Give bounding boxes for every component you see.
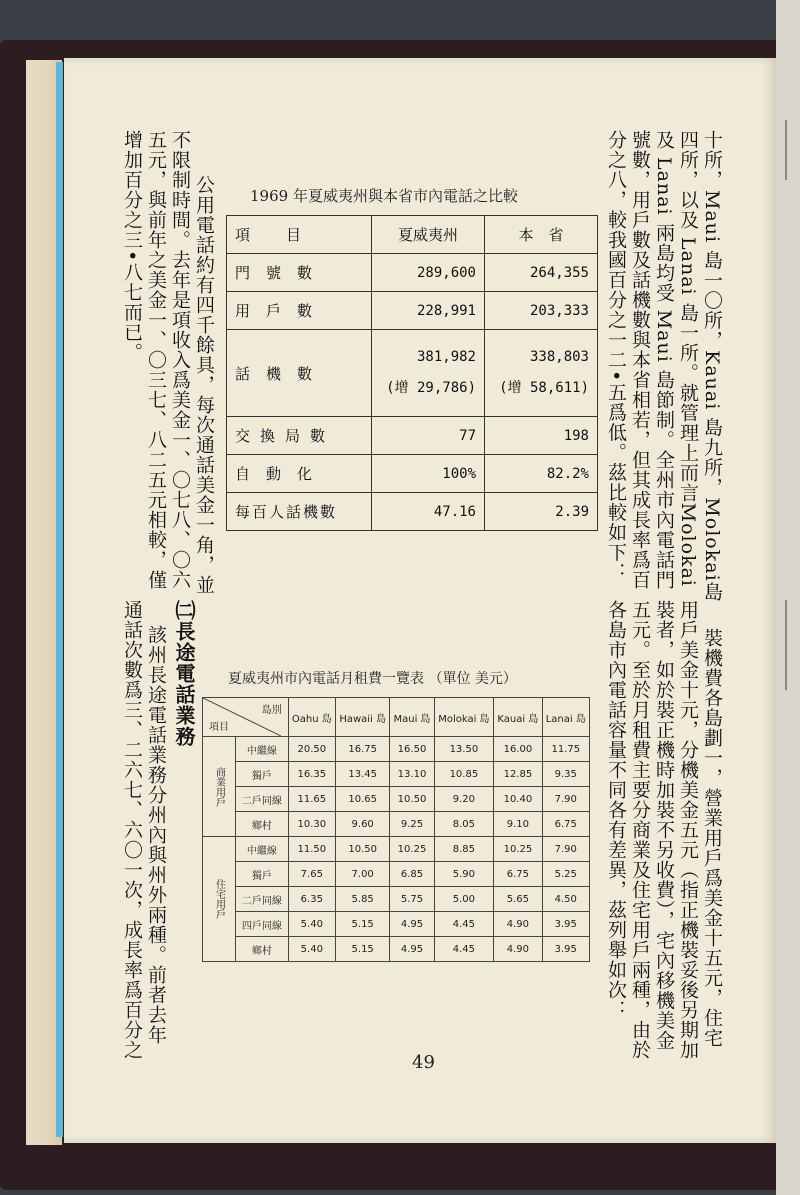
facing-page-mark (785, 120, 787, 180)
row-label: 門號數 (227, 254, 372, 292)
row-label: 自動化 (227, 455, 372, 493)
cell-value: 20.50 (288, 737, 335, 762)
cell-value: 5.00 (434, 887, 494, 912)
table-row (203, 812, 590, 837)
cell-value: 6.85 (390, 862, 434, 887)
row-label: 二戶同線 (236, 887, 289, 912)
cell-value: 5.15 (335, 912, 390, 937)
cell-value: 8.85 (434, 837, 494, 862)
cell-value: 4.45 (434, 912, 494, 937)
cell-value: 4.95 (390, 912, 434, 937)
body-text-column: 增加百分之三•八七而已。 (121, 130, 143, 363)
cell-value: 3.95 (542, 912, 589, 937)
column-header: Maui 島 (390, 698, 434, 737)
row-label: 交換局數 (227, 417, 372, 455)
rate-table-body (203, 737, 590, 962)
table-row (203, 787, 590, 812)
table-row (203, 937, 590, 962)
table-row (227, 493, 598, 531)
cell-value: 11.75 (542, 737, 589, 762)
body-text-column: 不限制時間。去年是項收入爲美金一、〇七八、〇六 (169, 130, 191, 590)
cell-value: 12.85 (494, 762, 542, 787)
table-header-row (227, 216, 598, 254)
row-label: 中繼線 (236, 837, 289, 862)
cell-value: 264,355 (485, 254, 598, 292)
table-row (203, 862, 590, 887)
row-label: 四戶同線 (236, 912, 289, 937)
cell-value: 11.50 (288, 837, 335, 862)
cell-value: 198 (485, 417, 598, 455)
group-label: 住宅用戶 (203, 837, 236, 962)
cell-value: 9.10 (494, 812, 542, 837)
cell-value: 4.90 (494, 912, 542, 937)
body-text-column: 號數，用戶數及話機數與本省相若，但其成長率爲百 (629, 130, 651, 590)
body-text-column: 十所，Maui 島一〇所，Kauai 島九所，Molokai島 (701, 130, 723, 602)
cell-value: 5.75 (390, 887, 434, 912)
cell-value: 10.40 (494, 787, 542, 812)
section-heading: ㈡長途電話業務 (172, 600, 196, 747)
row-label: 中繼線 (236, 737, 289, 762)
cell-value: 4.90 (494, 937, 542, 962)
cell-value (372, 330, 485, 417)
cell-value-main: 381,982 (416, 349, 476, 365)
column-header: Lanai 島 (542, 698, 589, 737)
table-row (227, 254, 598, 292)
body-text-column: 裝機費各島劃一，營業用戶爲美金十五元，住宅 (701, 628, 723, 1048)
facing-page-strip (776, 0, 800, 1195)
table-row (203, 887, 590, 912)
cell-value: 203,333 (485, 292, 598, 330)
cell-value: 16.00 (494, 737, 542, 762)
body-text-column: 用戶美金十元，分機美金五元（指正機裝妥後另期加 (677, 600, 699, 1060)
cell-value: 16.35 (288, 762, 335, 787)
body-text-column: 五元，與前年之美金一、〇三七、八二五元相較，僅 (145, 130, 167, 590)
cell-value: 5.15 (335, 937, 390, 962)
page-number: 49 (412, 1052, 435, 1073)
table-row (227, 455, 598, 493)
cell-value: 8.05 (434, 812, 494, 837)
column-header: Hawaii 島 (335, 698, 390, 737)
body-text-column: 四所，以及 Lanai 島一所。就管理上而言Molokai (677, 130, 699, 587)
table-caption: 夏威夷州市內電話月租費一覽表 （單位 美元） (228, 671, 517, 687)
cell-value: 3.95 (542, 937, 589, 962)
cell-value: 228,991 (372, 292, 485, 330)
cell-value: 77 (372, 417, 485, 455)
row-label: 獨戶 (236, 862, 289, 887)
row-label: 話機數 (227, 330, 372, 417)
cell-value: 5.65 (494, 887, 542, 912)
cell-value: 5.40 (288, 912, 335, 937)
cell-value: 9.20 (434, 787, 494, 812)
cell-value-increase: (增 58,611) (499, 380, 589, 396)
corner-top-label: 島別 (261, 705, 282, 716)
header-cell: 本 省 (485, 216, 598, 254)
comparison-table (226, 215, 598, 531)
cell-value: 13.10 (390, 762, 434, 787)
column-header: Oahu 島 (288, 698, 335, 737)
cell-value: 289,600 (372, 254, 485, 292)
corner-bottom-label: 項目 (209, 722, 229, 733)
table-header-row (203, 698, 590, 737)
cell-value: 7.00 (335, 862, 390, 887)
table-row (227, 330, 598, 417)
row-label: 鄉村 (236, 812, 289, 837)
body-text-column: 各島市內電話容量不同各有差異，茲列舉如次： (605, 600, 627, 1020)
cell-value: 2.39 (485, 493, 598, 531)
column-header: Kauai 島 (494, 698, 542, 737)
body-text-column: 分之八，較我國百分之一二•五爲低。茲比較如下： (605, 130, 627, 583)
table-row (203, 912, 590, 937)
cell-value: 9.25 (390, 812, 434, 837)
cell-value: 10.25 (494, 837, 542, 862)
row-label: 每百人話機數 (227, 493, 372, 531)
row-label: 獨戶 (236, 762, 289, 787)
table-row (227, 292, 598, 330)
cell-value: 10.25 (390, 837, 434, 862)
cell-value: 13.50 (434, 737, 494, 762)
body-text-column: 五元。至於月租費主要分商業及住宅用戶兩種，由於 (629, 600, 651, 1060)
cell-value: 5.40 (288, 937, 335, 962)
group-label: 商業用戶 (203, 737, 236, 837)
cell-value: 47.16 (372, 493, 485, 531)
body-text-column: 該州長途電話業務分州內與州外兩種。前者去年 (145, 625, 167, 1045)
table-row (203, 762, 590, 787)
cell-value: 10.50 (335, 837, 390, 862)
monthly-rate-table (202, 697, 590, 962)
body-text-column: 公用電話約有四千餘具，每次通話美金一角，並 (193, 175, 215, 595)
corner-cell (203, 698, 289, 737)
cell-value: 4.45 (434, 937, 494, 962)
cell-value: 5.85 (335, 887, 390, 912)
cell-value: 9.35 (542, 762, 589, 787)
cell-value: 13.45 (335, 762, 390, 787)
cell-value (485, 330, 598, 417)
cell-value: 5.90 (434, 862, 494, 887)
header-cell: 夏威夷州 (372, 216, 485, 254)
cell-value: 11.65 (288, 787, 335, 812)
cell-value: 7.90 (542, 787, 589, 812)
body-text-column: 及 Lanai 兩島均受 Maui 島節制。全州市內電話門 (653, 130, 675, 590)
cell-value: 100% (372, 455, 485, 493)
header-cell: 項 目 (227, 216, 372, 254)
cell-value: 10.65 (335, 787, 390, 812)
body-text-column: 通話次數爲三、二六七、六〇一次，成長率爲百分之 (121, 600, 143, 1060)
cell-value: 10.30 (288, 812, 335, 837)
cell-value: 6.75 (542, 812, 589, 837)
table-row (203, 837, 590, 862)
cell-value: 7.65 (288, 862, 335, 887)
cell-value: 9.60 (335, 812, 390, 837)
cell-value: 16.50 (390, 737, 434, 762)
table-row (227, 417, 598, 455)
cell-value: 6.75 (494, 862, 542, 887)
cell-value: 5.25 (542, 862, 589, 887)
cell-value: 10.85 (434, 762, 494, 787)
cell-value-main: 338,803 (529, 349, 589, 365)
cell-value: 4.50 (542, 887, 589, 912)
cell-value: 82.2% (485, 455, 598, 493)
cell-value: 10.50 (390, 787, 434, 812)
row-label: 用戶數 (227, 292, 372, 330)
cell-value-increase: (增 29,786) (386, 380, 476, 396)
facing-page-mark (785, 600, 787, 690)
column-header: Molokai 島 (434, 698, 494, 737)
row-label: 二戶同線 (236, 787, 289, 812)
table-caption: 1969 年夏威夷州與本省市內電話之比較 (250, 187, 518, 205)
table-row (203, 737, 590, 762)
body-text-column: 裝者，如於裝正機時加裝不另收費），宅內移機美金 (653, 600, 675, 1051)
cell-value: 16.75 (335, 737, 390, 762)
cell-value: 7.90 (542, 837, 589, 862)
row-label: 鄉村 (236, 937, 289, 962)
cell-value: 6.35 (288, 887, 335, 912)
cell-value: 4.95 (390, 937, 434, 962)
bookmark-edge (56, 62, 63, 1137)
